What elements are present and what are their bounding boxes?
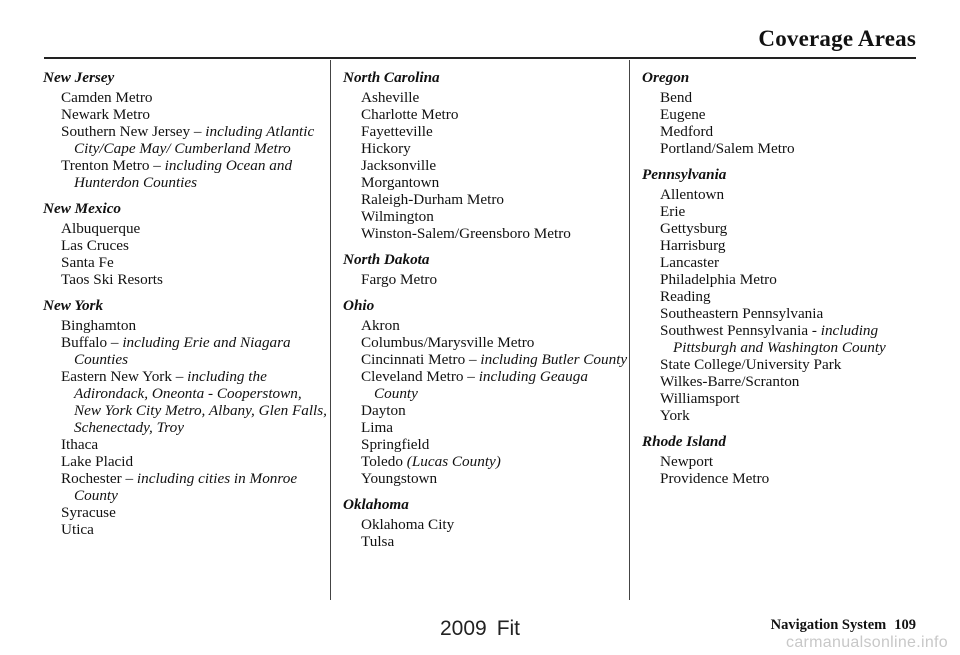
coverage-area-name: Fargo Metro (361, 271, 438, 288)
coverage-area (43, 317, 330, 334)
coverage-area (343, 225, 628, 242)
coverage-area (642, 305, 924, 322)
coverage-area-name: Binghamton (61, 317, 137, 334)
coverage-area (642, 254, 924, 271)
coverage-area-name: Akron (361, 317, 400, 334)
footer-section: Navigation System (770, 617, 887, 633)
column-1 (43, 69, 330, 538)
coverage-area (343, 516, 628, 533)
coverage-area (43, 504, 330, 521)
coverage-area (43, 470, 330, 504)
coverage-area-name: Gettysburg (660, 220, 728, 237)
coverage-area-name: Buffalo – (61, 334, 123, 351)
coverage-area (343, 140, 628, 157)
coverage-area-note: including cities in Monroe County (74, 470, 298, 504)
coverage-area (43, 521, 330, 538)
state-heading: New York (43, 297, 104, 314)
coverage-area (43, 89, 330, 106)
coverage-area-name: Southern New Jersey – (61, 123, 206, 140)
coverage-area-name: Cincinnati Metro – (361, 351, 481, 368)
coverage-area-name: York (660, 407, 690, 424)
coverage-area (642, 271, 924, 288)
coverage-area (642, 322, 924, 356)
coverage-area-name: Allentown (660, 186, 725, 203)
coverage-area (642, 89, 924, 106)
coverage-area-name: Raleigh-Durham Metro (361, 191, 504, 208)
coverage-area (642, 356, 924, 373)
coverage-area-name: Oklahoma City (361, 516, 455, 533)
coverage-area-name: Lancaster (660, 254, 720, 271)
page-footer (771, 617, 916, 634)
coverage-area-name: Harrisburg (660, 237, 726, 254)
coverage-area (343, 436, 628, 453)
coverage-area-note: including Pittsburgh and Washington County (673, 322, 886, 356)
coverage-area-name: Winston-Salem/Greensboro Metro (361, 225, 571, 242)
column-divider (629, 60, 630, 600)
coverage-area-name: Cleveland Metro – (361, 368, 479, 385)
coverage-area (343, 419, 628, 436)
coverage-area-name: Portland/Salem Metro (660, 140, 795, 157)
coverage-area (43, 157, 330, 191)
state-heading: New Jersey (43, 69, 115, 86)
coverage-area (343, 191, 628, 208)
coverage-area-name: Providence Metro (660, 470, 770, 487)
coverage-area-name: Morgantown (361, 174, 440, 191)
header-rule (44, 57, 916, 59)
coverage-area-name: Southwest Pennsylvania - (660, 322, 821, 339)
coverage-area (642, 373, 924, 390)
coverage-area (343, 208, 628, 225)
coverage-area-note: including Geauga County (374, 368, 588, 402)
coverage-area-name: Southeastern Pennsylvania (660, 305, 824, 322)
coverage-area (343, 106, 628, 123)
coverage-area-name: Wilkes-Barre/Scranton (660, 373, 800, 390)
coverage-area-name: Columbus/Marysville Metro (361, 334, 535, 351)
coverage-area (343, 402, 628, 419)
coverage-area-name: Rochester – (61, 470, 137, 487)
state-heading: Rhode Island (642, 433, 726, 450)
coverage-area (43, 123, 330, 157)
coverage-area (343, 334, 628, 351)
coverage-area (343, 174, 628, 191)
coverage-area-name: Dayton (361, 402, 406, 419)
coverage-area-name: Williamsport (660, 390, 740, 407)
coverage-area-name: Las Cruces (61, 237, 129, 254)
state-heading: Oregon (642, 69, 690, 86)
coverage-area (642, 203, 924, 220)
coverage-area-name: Jacksonville (361, 157, 437, 174)
state-heading: New Mexico (43, 200, 122, 217)
coverage-area-name: Toledo (361, 453, 407, 470)
state-heading: Ohio (343, 297, 375, 314)
coverage-area (343, 533, 628, 550)
state-heading: Pennsylvania (642, 166, 727, 183)
coverage-area-note: (Lucas County) (406, 453, 501, 470)
watermark-site: carmanualsonline.info (786, 634, 948, 651)
coverage-area (343, 351, 628, 368)
coverage-area (43, 436, 330, 453)
coverage-area (43, 453, 330, 470)
coverage-area (343, 470, 628, 487)
coverage-area-name: Tulsa (361, 533, 395, 550)
coverage-area (343, 157, 628, 174)
coverage-area-name: State College/University Park (660, 356, 842, 373)
coverage-area-note: including Butler County (480, 351, 628, 368)
coverage-area (43, 220, 330, 237)
coverage-area (43, 271, 330, 288)
coverage-area-name: Newark Metro (61, 106, 150, 123)
coverage-area-name: Ithaca (61, 436, 99, 453)
page-number: 109 (894, 617, 916, 633)
coverage-area (343, 317, 628, 334)
coverage-area-name: Newport (660, 453, 714, 470)
coverage-area (642, 220, 924, 237)
coverage-area-name: Hickory (361, 140, 411, 157)
coverage-area (642, 288, 924, 305)
state-heading: Oklahoma (343, 496, 409, 513)
coverage-area-name: Charlotte Metro (361, 106, 459, 123)
coverage-area-name: Philadelphia Metro (660, 271, 777, 288)
coverage-area (642, 237, 924, 254)
watermark-year: 2009 (439, 617, 487, 640)
coverage-area-name: Syracuse (61, 504, 116, 521)
coverage-area-name: Eugene (660, 106, 706, 123)
column-3 (642, 69, 924, 487)
coverage-area (642, 186, 924, 203)
coverage-area-name: Lake Placid (61, 453, 134, 470)
coverage-area-name: Wilmington (361, 208, 434, 225)
column-divider (330, 60, 331, 600)
coverage-area (642, 106, 924, 123)
coverage-area (642, 407, 924, 424)
coverage-area (642, 453, 924, 470)
coverage-area (343, 271, 628, 288)
coverage-area-name: Fayetteville (361, 123, 433, 140)
coverage-area-note: including Atlantic City/Cape May/ Cumberland Metro (74, 123, 315, 157)
coverage-area (43, 254, 330, 271)
state-heading: North Dakota (343, 251, 430, 268)
coverage-area-name: Erie (660, 203, 686, 220)
coverage-area (642, 123, 924, 140)
coverage-area-name: Utica (61, 521, 94, 538)
coverage-area-name: Reading (660, 288, 711, 305)
watermark-model-name: Fit (496, 617, 521, 640)
coverage-area-name: Medford (660, 123, 714, 140)
coverage-area-note: including Ocean and Hunterdon Counties (74, 157, 293, 191)
coverage-area-name: Youngstown (361, 470, 438, 487)
coverage-area-note: including Erie and Niagara Counties (74, 334, 291, 368)
coverage-area (343, 368, 628, 402)
page-title: Coverage Areas (758, 26, 916, 51)
coverage-area (43, 106, 330, 123)
coverage-area (343, 89, 628, 106)
coverage-area (343, 123, 628, 140)
coverage-area-name: Taos Ski Resorts (61, 271, 163, 288)
state-heading: North Carolina (343, 69, 440, 86)
column-2 (343, 69, 628, 550)
coverage-area (43, 237, 330, 254)
coverage-area-name: Santa Fe (61, 254, 114, 271)
coverage-area (43, 334, 330, 368)
coverage-area (343, 453, 628, 470)
coverage-area (642, 140, 924, 157)
coverage-area-name: Springfield (361, 436, 430, 453)
coverage-area (642, 390, 924, 407)
coverage-area-name: Trenton Metro – (61, 157, 165, 174)
coverage-area (43, 368, 330, 436)
coverage-area-name: Albuquerque (61, 220, 141, 237)
coverage-area-name: Lima (361, 419, 394, 436)
coverage-area-name: Camden Metro (61, 89, 153, 106)
coverage-area-name: Bend (660, 89, 693, 106)
coverage-area-name: Asheville (361, 89, 420, 106)
coverage-area-name: Eastern New York – (61, 368, 188, 385)
coverage-area-note: including the Adirondack, Oneonta - Cooperstown, New York City Metro, Albany, Glen Falls, Schenectady, Troy (74, 368, 327, 436)
coverage-area (642, 470, 924, 487)
